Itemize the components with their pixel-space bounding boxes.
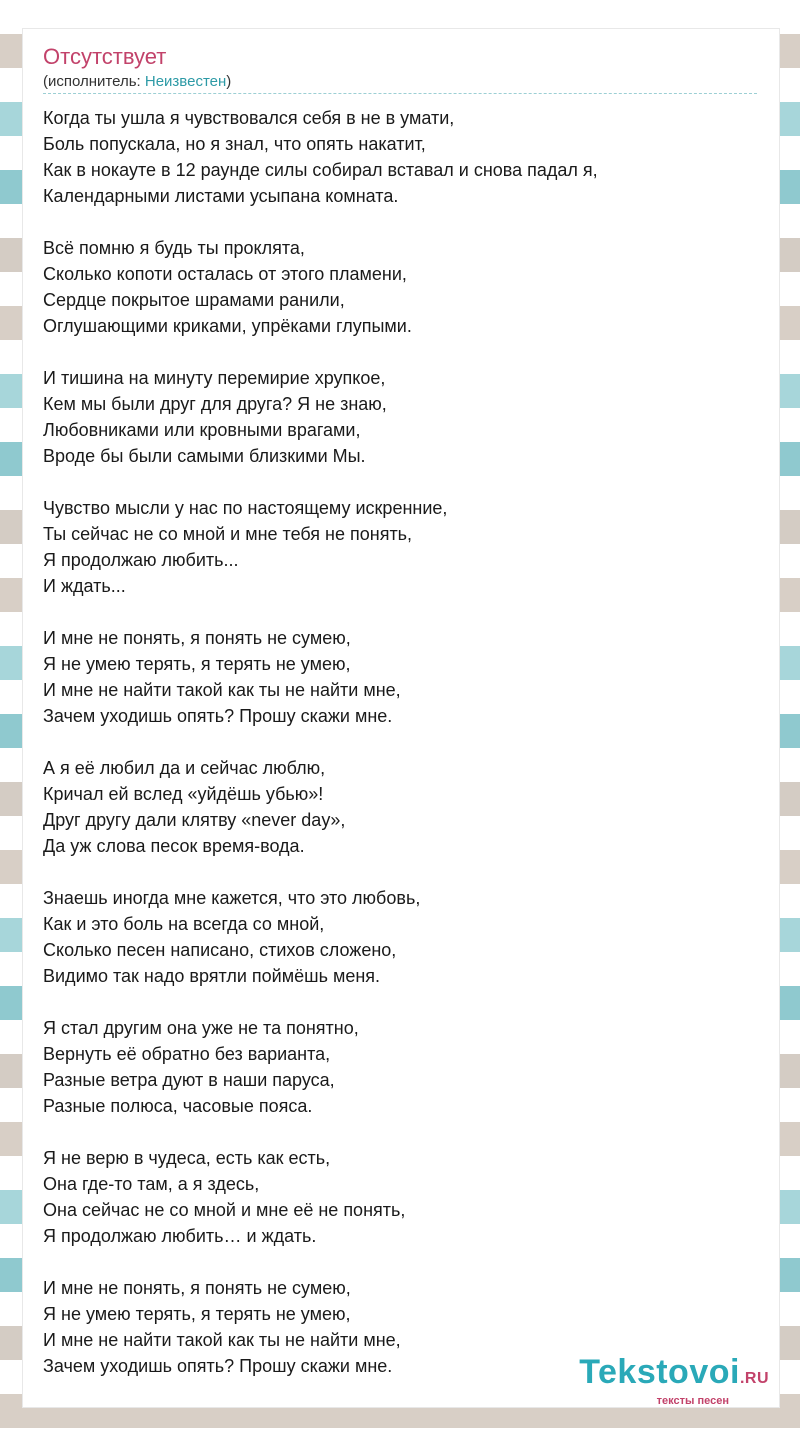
lyric-line: Да уж слова песок время-вода.	[43, 836, 305, 856]
lyric-line: Я стал другим она уже не та понятно,	[43, 1018, 359, 1038]
lyrics-stanza	[43, 365, 763, 469]
lyric-line: Любовниками или кровными врагами,	[43, 420, 361, 440]
lyric-line: И мне не найти такой как ты не найти мне,	[43, 1330, 401, 1350]
lyric-line: Как и это боль на всегда со мной,	[43, 914, 325, 934]
lyric-line: Сколько песен написано, стихов сложено,	[43, 940, 397, 960]
lyric-line: И мне не найти такой как ты не найти мне,	[43, 680, 401, 700]
lyric-line: Кем мы были друг для друга? Я не знаю,	[43, 394, 387, 414]
lyrics-stanza	[43, 1145, 763, 1249]
lyric-line: Календарными листами усыпана комната.	[43, 186, 399, 206]
lyric-line: Когда ты ушла я чувствовался себя в не в умати,	[43, 108, 455, 128]
lyric-line: Вроде бы были самыми близкими Мы.	[43, 446, 366, 466]
lyric-line: Как в нокауте в 12 раунде силы собирал вставал и снова падал я,	[43, 160, 598, 180]
performer-prefix: (исполнитель:	[43, 73, 145, 90]
lyric-line: Зачем уходишь опять? Прошу скажи мне.	[43, 1356, 393, 1376]
lyric-line: И мне не понять, я понять не сумею,	[43, 628, 351, 648]
lyric-line: И ждать...	[43, 576, 126, 596]
lyric-line: Оглушающими криками, упрёками глупыми.	[43, 316, 412, 336]
song-title: Отсутствует	[43, 44, 167, 69]
lyric-line: А я её любил да и сейчас люблю,	[43, 758, 326, 778]
lyrics-stanza	[43, 885, 763, 989]
logo-tld: .RU	[739, 1370, 769, 1387]
lyric-line: Знаешь иногда мне кажется, что это любовь,	[43, 888, 421, 908]
lyric-line: Я продолжаю любить...	[43, 550, 239, 570]
lyric-line: Боль попускала, но я знал, что опять накатит,	[43, 134, 426, 154]
lyric-line: Сколько копоти осталась от этого пламени,	[43, 264, 407, 284]
lyric-line: Чувство мысли у нас по настоящему искренние,	[43, 498, 448, 518]
lyrics-stanza	[43, 235, 763, 339]
lyric-line: Я продолжаю любить… и ждать.	[43, 1226, 317, 1246]
lyric-line: Видимо так надо врятли поймёшь меня.	[43, 966, 381, 986]
lyric-line: Я не умею терять, я терять не умею,	[43, 1304, 351, 1324]
lyric-line: Вернуть её обратно без варианта,	[43, 1044, 331, 1064]
lyrics-stanza	[43, 755, 763, 859]
lyrics-card	[22, 28, 780, 1408]
lyrics-stanza	[43, 625, 763, 729]
lyric-line: Всё помню я будь ты проклята,	[43, 238, 305, 258]
lyrics-stanza	[43, 105, 763, 209]
lyrics-stanza	[43, 495, 763, 599]
performer-suffix: )	[226, 73, 232, 90]
lyric-line: Я не верю в чудеса, есть как есть,	[43, 1148, 331, 1168]
lyric-line: Разные ветра дуют в наши паруса,	[43, 1070, 335, 1090]
lyric-line: Разные полюса, часовые пояса.	[43, 1096, 313, 1116]
lyric-line: И тишина на минуту перемирие хрупкое,	[43, 368, 386, 388]
lyrics-text	[43, 105, 763, 1405]
lyric-line: Ты сейчас не со мной и мне тебя не понять,	[43, 524, 413, 544]
logo-tagline: тексты песен	[656, 1395, 729, 1407]
performer-link[interactable]: Неизвестен	[144, 73, 227, 90]
performer-line	[43, 73, 231, 91]
lyric-line: Она сейчас не со мной и мне её не понять,	[43, 1200, 406, 1220]
lyric-line: Друг другу дали клятву «never day»,	[43, 810, 346, 830]
title-divider	[43, 93, 757, 94]
lyric-line: Зачем уходишь опять? Прошу скажи мне.	[43, 706, 393, 726]
logo-name: Tekstovoi	[579, 1353, 740, 1391]
logo-wordmark	[579, 1354, 769, 1397]
lyric-line: Кричал ей вслед «уйдёшь убью»!	[43, 784, 324, 804]
lyric-line: Я не умею терять, я терять не умею,	[43, 654, 351, 674]
lyrics-stanza	[43, 1015, 763, 1119]
site-logo[interactable]	[579, 1354, 769, 1407]
lyric-line: Сердце покрытое шрамами ранили,	[43, 290, 345, 310]
lyric-line: И мне не понять, я понять не сумею,	[43, 1278, 351, 1298]
lyric-line: Она где-то там, а я здесь,	[43, 1174, 260, 1194]
